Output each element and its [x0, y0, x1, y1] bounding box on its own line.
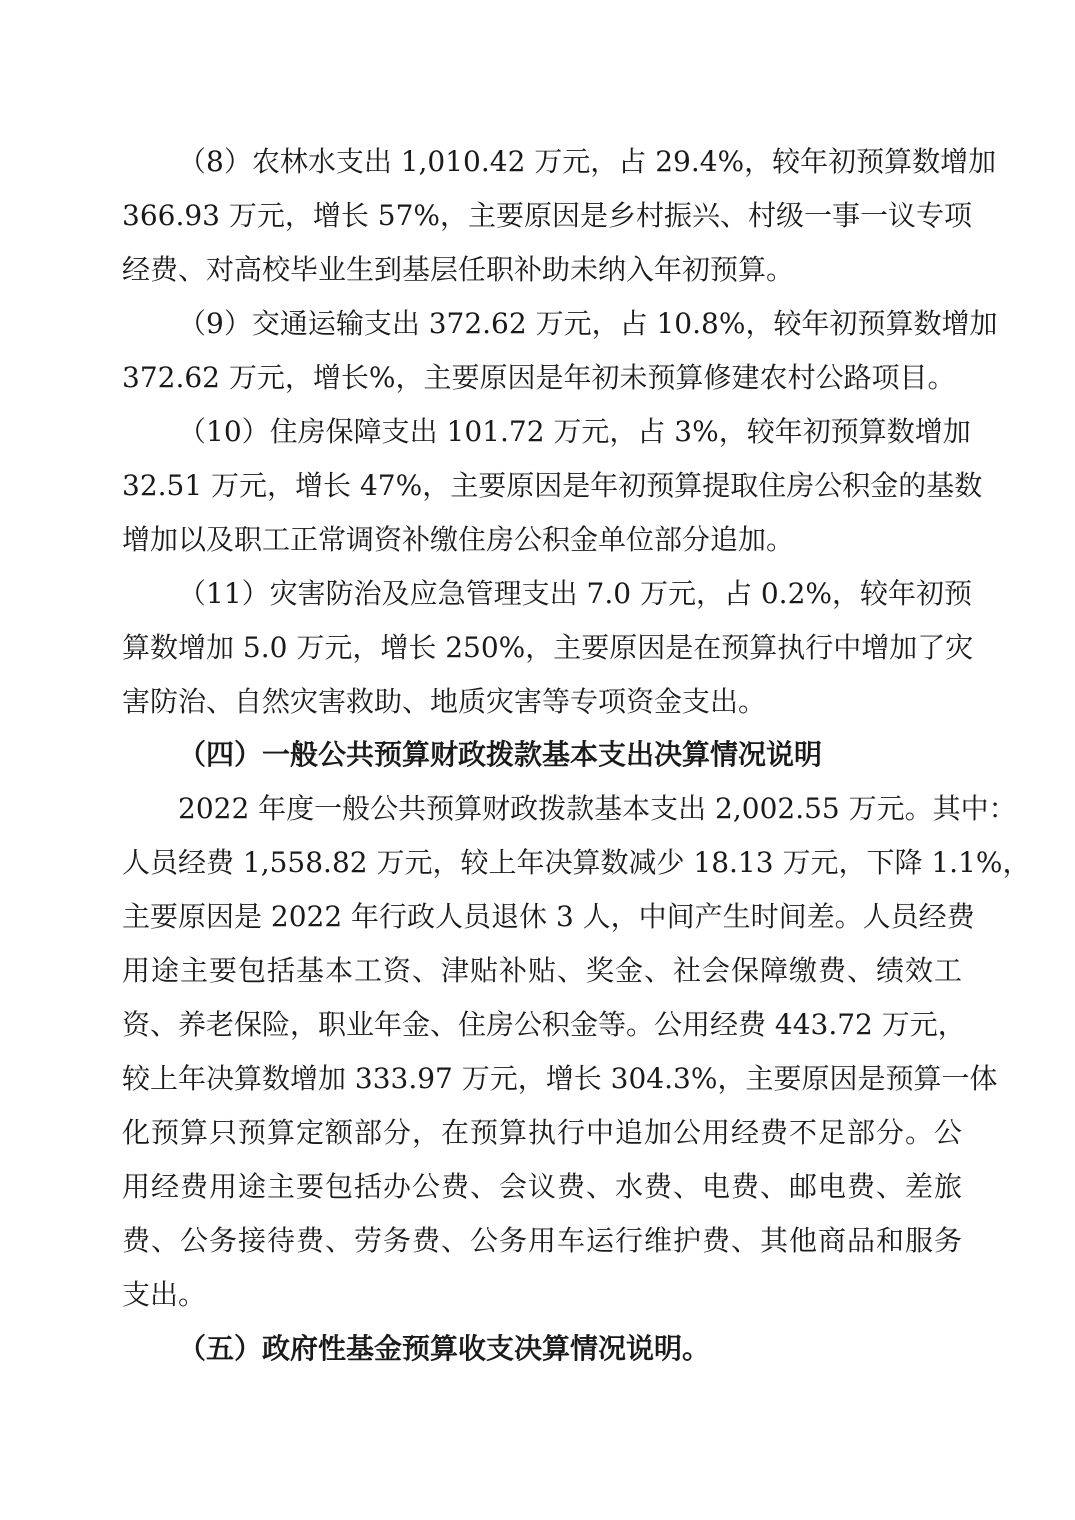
- text-line: （11）灾害防治及应急管理支出 7.0 万元，占 0.2%，较年初预: [178, 577, 972, 610]
- text-line: 资、养老保险，职业年金、住房公积金等。公用经费 443.72 万元，: [122, 1008, 966, 1041]
- text-line: 支出。: [122, 1278, 207, 1311]
- text-line: 算数增加 5.0 万元，增长 250%，主要原因是在预算执行中增加了灾: [122, 631, 974, 664]
- section-heading-5: （五）政府性基金预算收支决算情况说明。: [178, 1332, 711, 1365]
- text-line: 人员经费 1,558.82 万元，较上年决算数减少 18.13 万元，下降 1.1%，: [122, 846, 1031, 879]
- text-line: 2022 年度一般公共预算财政拨款基本支出 2,002.55 万元。其中：: [178, 792, 1017, 825]
- text-line: 增加以及职工正常调资补缴住房公积金单位部分追加。: [122, 523, 795, 556]
- text-line: 费、公务接待费、劳务费、公务用车运行维护费、其他商品和服务: [122, 1224, 962, 1257]
- text-line: 化预算只预算定额部分，在预算执行中追加公用经费不足部分。公: [122, 1116, 962, 1149]
- text-line: 用经费用途主要包括办公费、会议费、水费、电费、邮电费、差旅: [122, 1170, 962, 1203]
- text-line: 372.62 万元，增长%，主要原因是年初未预算修建农村公路项目。: [122, 361, 956, 394]
- text-line: 较上年决算数增加 333.97 万元，增长 304.3%，主要原因是预算一体: [122, 1062, 998, 1095]
- text-line: （10）住房保障支出 101.72 万元，占 3%，较年初预算数增加: [178, 415, 971, 448]
- text-line: （9）交通运输支出 372.62 万元，占 10.8%，较年初预算数增加: [178, 307, 998, 340]
- text-line: （8）农林水支出 1,010.42 万元，占 29.4%，较年初预算数增加: [178, 145, 997, 178]
- text-line: 32.51 万元，增长 47%，主要原因是年初预算提取住房公积金的基数: [122, 469, 983, 502]
- section-heading-4: （四）一般公共预算财政拨款基本支出决算情况说明: [178, 738, 823, 771]
- text-line: 用途主要包括基本工资、津贴补贴、奖金、社会保障缴费、绩效工: [122, 954, 962, 987]
- text-line: 主要原因是 2022 年行政人员退休 3 人，中间产生时间差。人员经费: [122, 900, 975, 933]
- text-line: 经费、对高校毕业生到基层任职补助未纳入年初预算。: [122, 253, 795, 286]
- text-line: 害防治、自然灾害救助、地质灾害等专项资金支出。: [122, 685, 767, 718]
- text-line: 366.93 万元，增长 57%，主要原因是乡村振兴、村级一事一议专项: [122, 199, 973, 232]
